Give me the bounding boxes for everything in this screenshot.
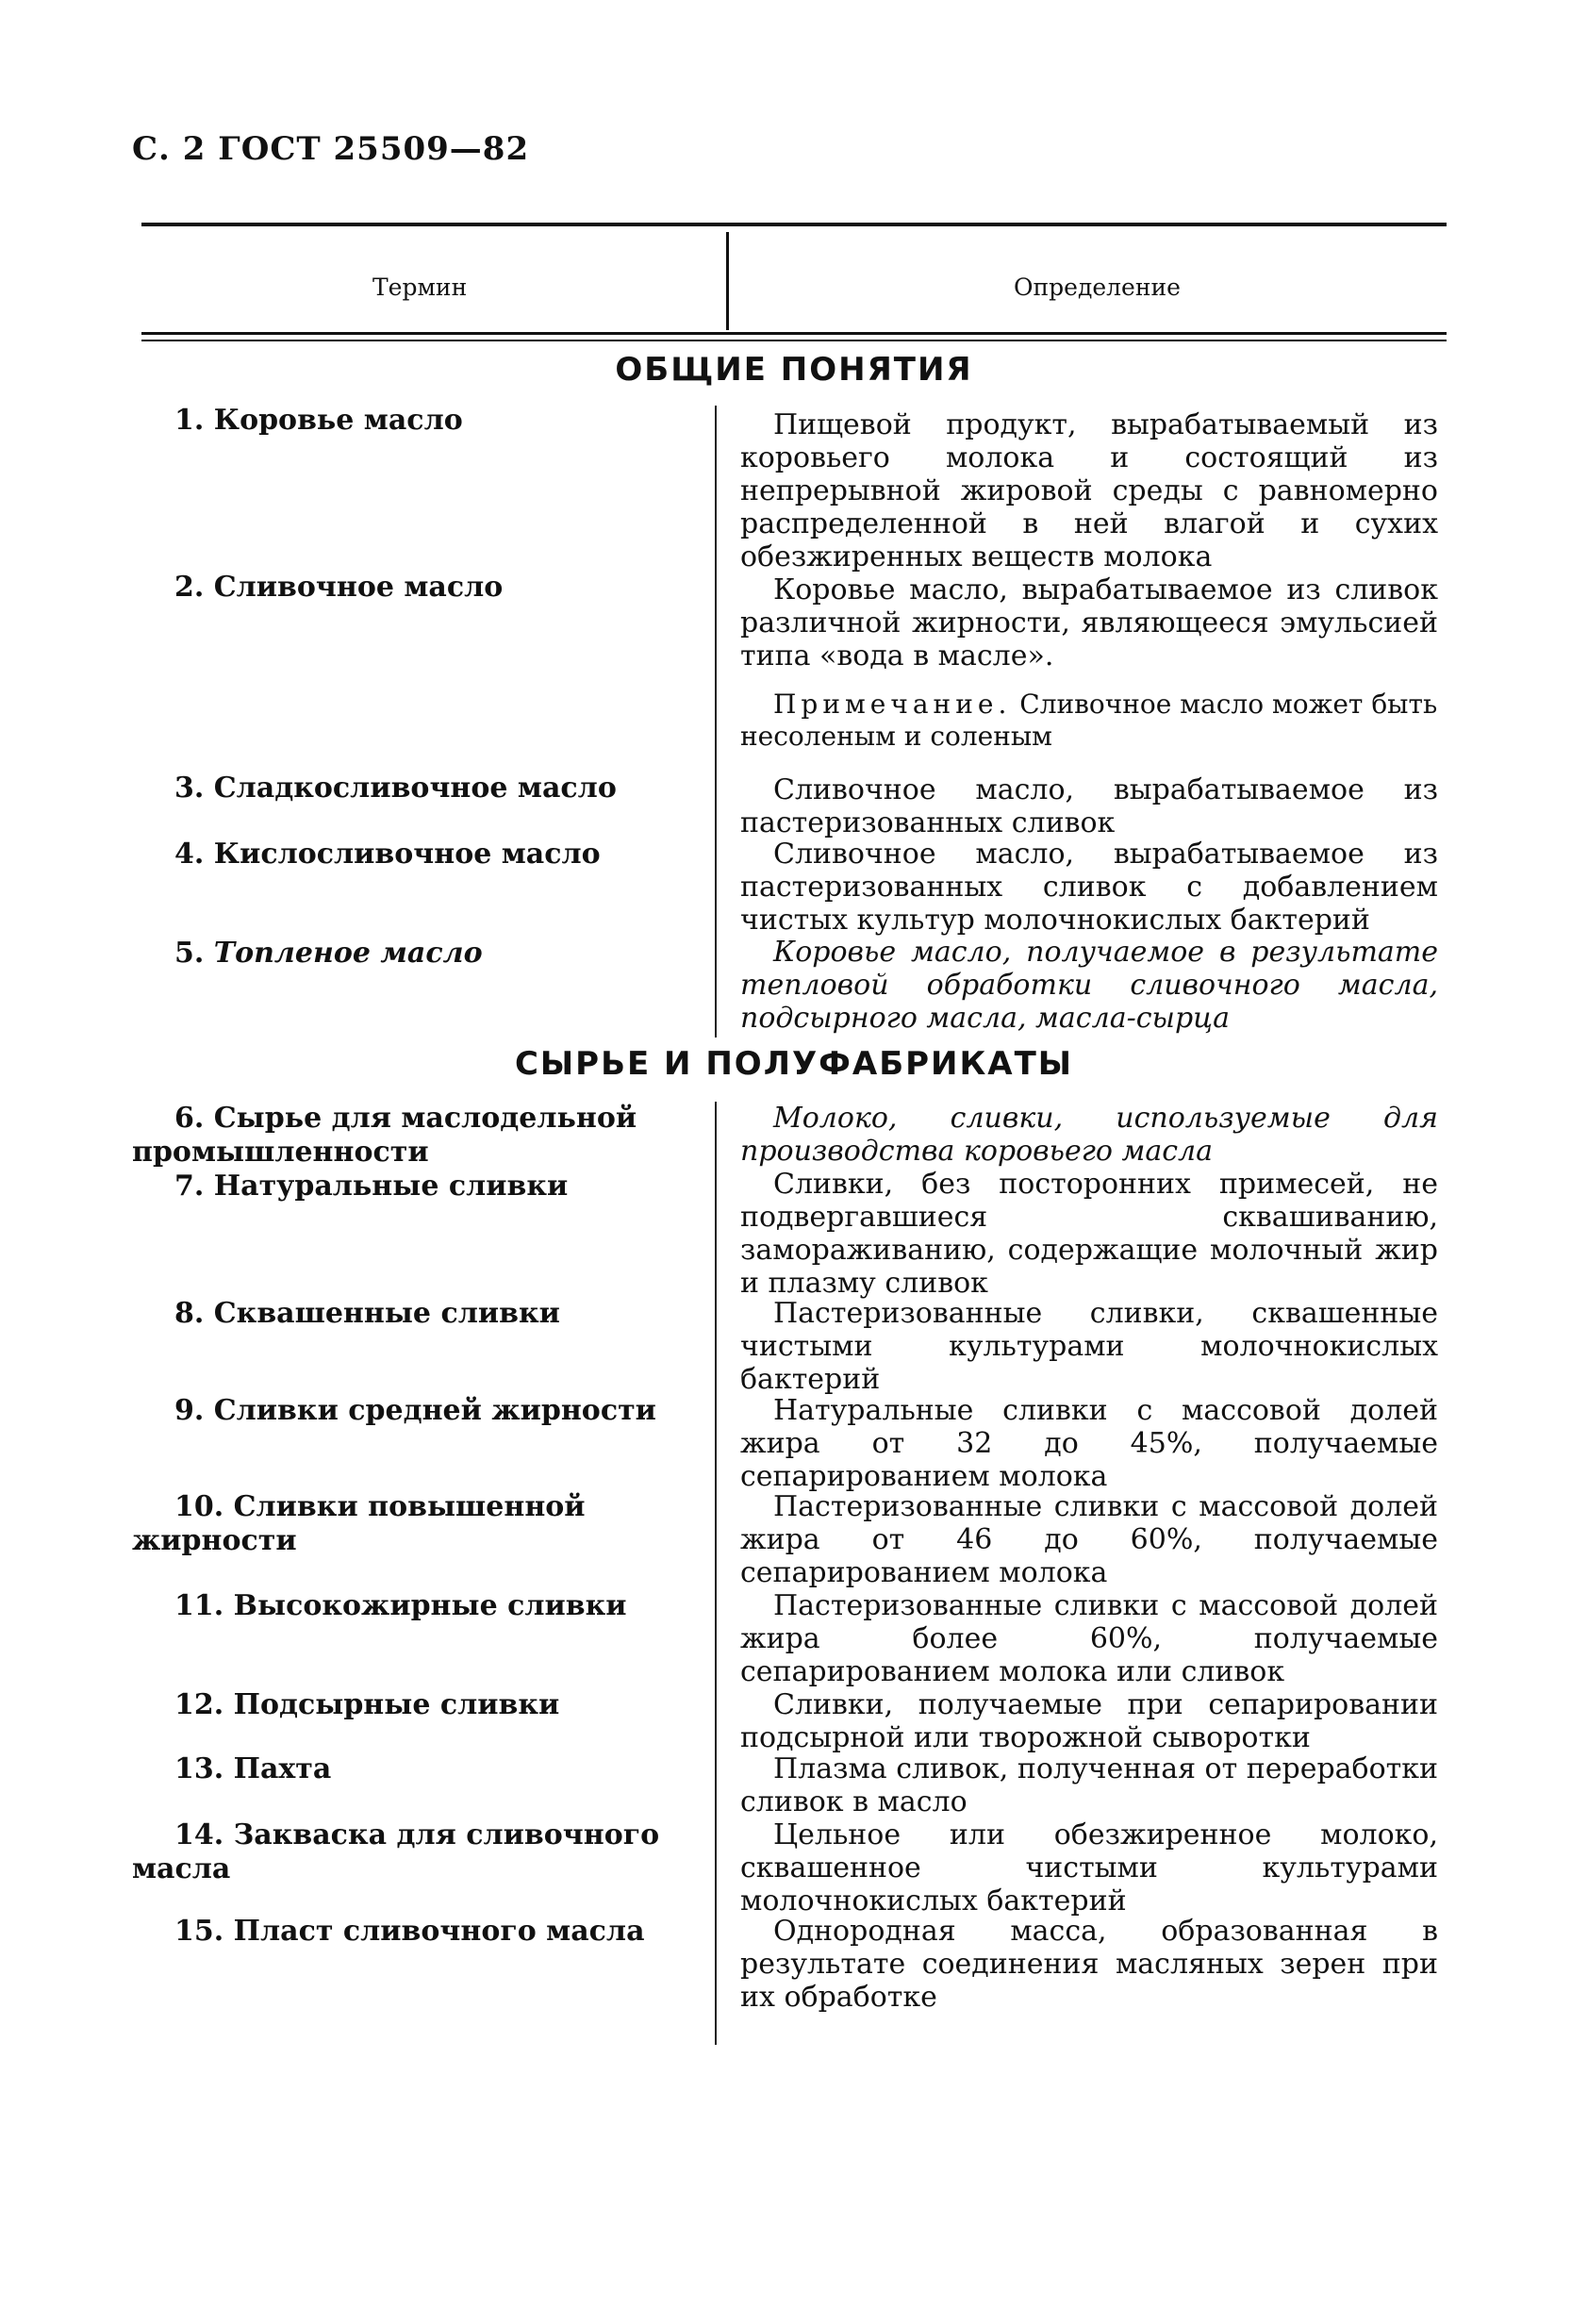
term-6: 6. Сырье для маслодельной промышленности [132, 1102, 637, 1169]
term-1: 1. Коровье масло [174, 404, 463, 437]
header-bottom-rule [141, 332, 1447, 335]
column-header-definition: Определение [1014, 274, 1181, 301]
definition-11: Пастеризованные сливки с массовой долей жира более 60%, получаемые сепарированием молока или сливок [740, 1589, 1438, 1688]
header-bottom-rule-double [141, 340, 1447, 341]
page-header: С. 2 ГОСТ 25509—82 [132, 130, 530, 168]
term-3: 3. Сладкосливочное масло [174, 772, 617, 805]
term-8: 8. Сквашенные сливки [174, 1297, 560, 1330]
definition-8: Пастеризованные сливки, сквашенные чистыми культурами молочнокислых бактерий [740, 1297, 1438, 1396]
definition-5: Коровье масло, получаемое в результате тепловой обработки сливочного масла, подсырного масла, масла-сырца [740, 936, 1438, 1035]
term-2: 2. Сливочное масло [174, 571, 504, 604]
definition-14: Цельное или обезжиренное молоко, сквашенное чистыми культурами молочнокислых бактерий [740, 1818, 1438, 1917]
term-13: 13. Пахта [174, 1752, 332, 1785]
note [740, 689, 1438, 753]
definition-3: Сливочное масло, вырабатываемое из пастеризованных сливок [740, 773, 1438, 839]
definition-7: Сливки, без посторонних примесей, не подвергавшиеся сквашиванию, замораживанию, содержащие молочный жир и плазму сливок [740, 1168, 1438, 1300]
definition-4: Сливочное масло, вырабатываемое из пастеризованных сливок с добавлением чистых культур молочнокислых бактерий [740, 838, 1438, 937]
table-top-rule [141, 223, 1447, 226]
term-5: 5. Топленое масло [174, 937, 483, 970]
term-12: 12. Подсырные сливки [174, 1688, 560, 1721]
term-14: 14. Закваска для сливочного масла [132, 1818, 660, 1885]
section-title-raw-materials: СЫРЬЕ И ПОЛУФАБРИКАТЫ [514, 1045, 1074, 1083]
note-label: Примечание. [773, 689, 1012, 720]
definition-9: Натуральные сливки с массовой долей жира от 32 до 45%, получаемые сепарированием молока [740, 1394, 1438, 1493]
definition-6: Молоко, сливки, используемые для производства коровьего масла [740, 1102, 1438, 1168]
definition-10: Пастеризованные сливки с массовой долей жира от 46 до 60%, получаемые сепарированием молока [740, 1490, 1438, 1589]
note-text: Сливочное масло может быть несоленым и соленым [740, 689, 1438, 752]
term-9: 9. Сливки средней жирности [174, 1394, 656, 1427]
definition-13: Плазма сливок, полученная от переработки сливок в масло [740, 1752, 1438, 1818]
column-divider [715, 406, 717, 1038]
column-header-term: Термин [372, 274, 468, 301]
definition-12: Сливки, получаемые при сепарировании подсырной или творожной сыворотки [740, 1688, 1438, 1754]
section-title-general: ОБЩИЕ ПОНЯТИЯ [615, 351, 973, 389]
term-7: 7. Натуральные сливки [174, 1170, 569, 1203]
header-column-divider [726, 232, 729, 330]
term-11: 11. Высокожирные сливки [174, 1589, 627, 1622]
term-4: 4. Кислосливочное масло [174, 838, 601, 871]
term-10: 10. Сливки повышенной жирности [132, 1490, 586, 1557]
definition-2: Коровье масло, вырабатываемое из сливок различной жирности, являющееся эмульсией типа «вода в масле». [740, 573, 1438, 672]
column-divider [715, 1102, 717, 2045]
definition-1: Пищевой продукт, вырабатываемый из коровьего молока и состоящий из непрерывной жировой среды с равномерно распределенной в ней влагой и сухих обезжиренных веществ молока [740, 408, 1438, 573]
definition-15: Однородная масса, образованная в результате соединения масляных зерен при их обработке [740, 1915, 1438, 2014]
term-15: 15. Пласт сливочного масла [174, 1915, 645, 1948]
